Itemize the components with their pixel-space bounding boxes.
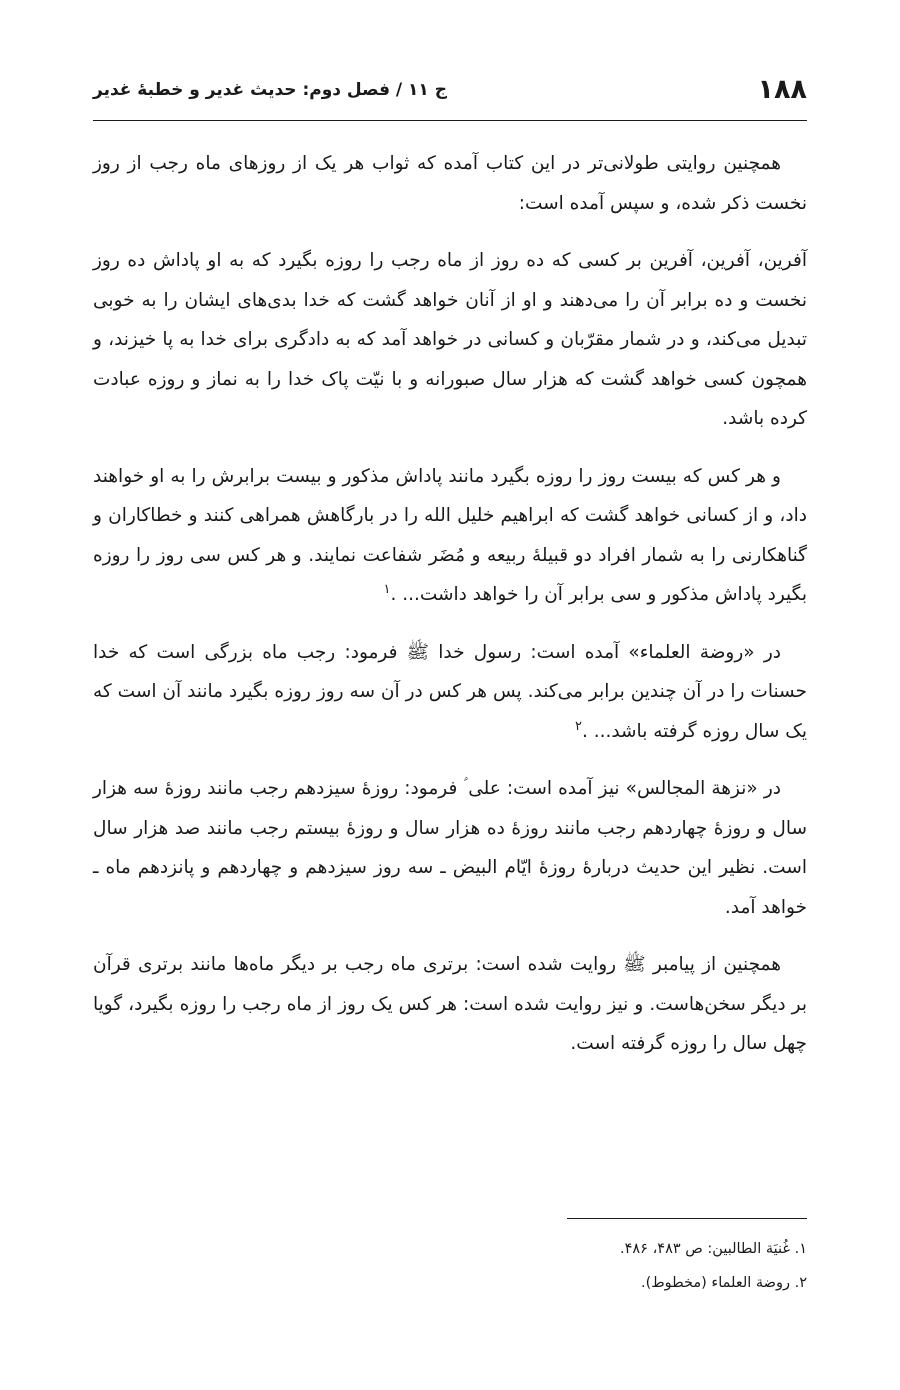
paragraph-text: در «روضة العلماء» آمده است: رسول خدا ﷺ فرمود: رجب ماه بزرگی است که خدا حسنات را در آن چندین برابر می‌کند. پس هر کس در آن سه روز روزه بگیرد مانند آن است که یک سال روزه گرفته باشد... .	[93, 641, 807, 742]
paragraph-text: همچنین از پیامبر ﷺ روایت شده است: برتری ماه رجب بر دیگر ماه‌ها مانند برتری قرآن بر دیگر سخن‌هاست. و نیز روایت شده است: هر کس یک روز از ماه رجب را روزه بگیرد، گویا چهل سال را روزه گرفته است.	[93, 954, 807, 1054]
paragraph-text: در «نزهة المجالس» نیز آمده است: علی ؑ فرمود: روزهٔ سیزدهم رجب مانند روزهٔ سه هزار سال و روزهٔ چهاردهم رجب مانند روزهٔ ده هزار سال و روزهٔ بیستم رجب مانند صد هزار سال است. نظیر این حدیث دربارهٔ روزهٔ ایّام البیض ـ سه روز سیزدهم و چهاردهم و پانزدهم ماه ـ خواهد آمد.	[93, 778, 807, 918]
page-header	[93, 72, 807, 121]
paragraph	[93, 457, 807, 615]
quoted-paragraph	[93, 241, 807, 439]
paragraph-text: آفرین، آفرین، آفرین بر کسی که ده روز از ماه رجب را روزه بگیرد که به او پاداش ده روز نخست و ده برابر آن را می‌دهند و او از آنان خواهد گشت که خدا بدی‌های ایشان را به خوبی تبدیل می‌کند، و در شمار مقرّبان و کسانی در خواهد آمد که به دادگری برای خدا به پا خیزند، و همچون کسی خواهد گشت که هزار سال صبورانه و با نیّت پاک خدا را به نماز و روزه عبادت کرده باشد.	[93, 250, 807, 429]
footnote-marker[interactable]: ۱	[383, 581, 391, 597]
body-text	[93, 144, 807, 1082]
paragraph	[93, 769, 807, 927]
footnote: ۲. روضة العلماء (مخطوط).	[640, 1275, 807, 1291]
paragraph	[93, 945, 807, 1064]
footnote-divider	[567, 1218, 807, 1219]
running-head: ج ۱۱ / فصل دوم: حدیث غدیر و خطبهٔ غدیر	[93, 80, 447, 100]
paragraph-text: همچنین روایتی طولانی‌تر در این کتاب آمده که ثواب هر یک از روزهای ماه رجب از روز نخست ذکر شده، و سپس آمده است:	[93, 153, 807, 214]
footnotes	[93, 1232, 807, 1300]
paragraph	[93, 633, 807, 752]
paragraph	[93, 144, 807, 223]
page-number: ۱۸۸	[757, 74, 807, 105]
footnote-marker[interactable]: ۲	[574, 718, 582, 734]
paragraph-text: و هر کس که بیست روز را روزه بگیرد مانند پاداش مذکور و بیست برابرش را به او خواهند داد، و از کسانی خواهد گشت که ابراهیم خلیل الله را در بارگاهش همراهی کنند و خطاکاران و گناهکارنی را به شمار افراد دو قبیلهٔ ربیعه و مُضَر شفاعت نمایند. و هر کس سی روز را روزه بگیرد پاداش مذکور و سی برابر آن را خواهد داشت... .	[93, 465, 807, 605]
footnote: ۱. غُنیَة الطالبین: ص ۴۸۳، ۴۸۶.	[620, 1241, 807, 1257]
